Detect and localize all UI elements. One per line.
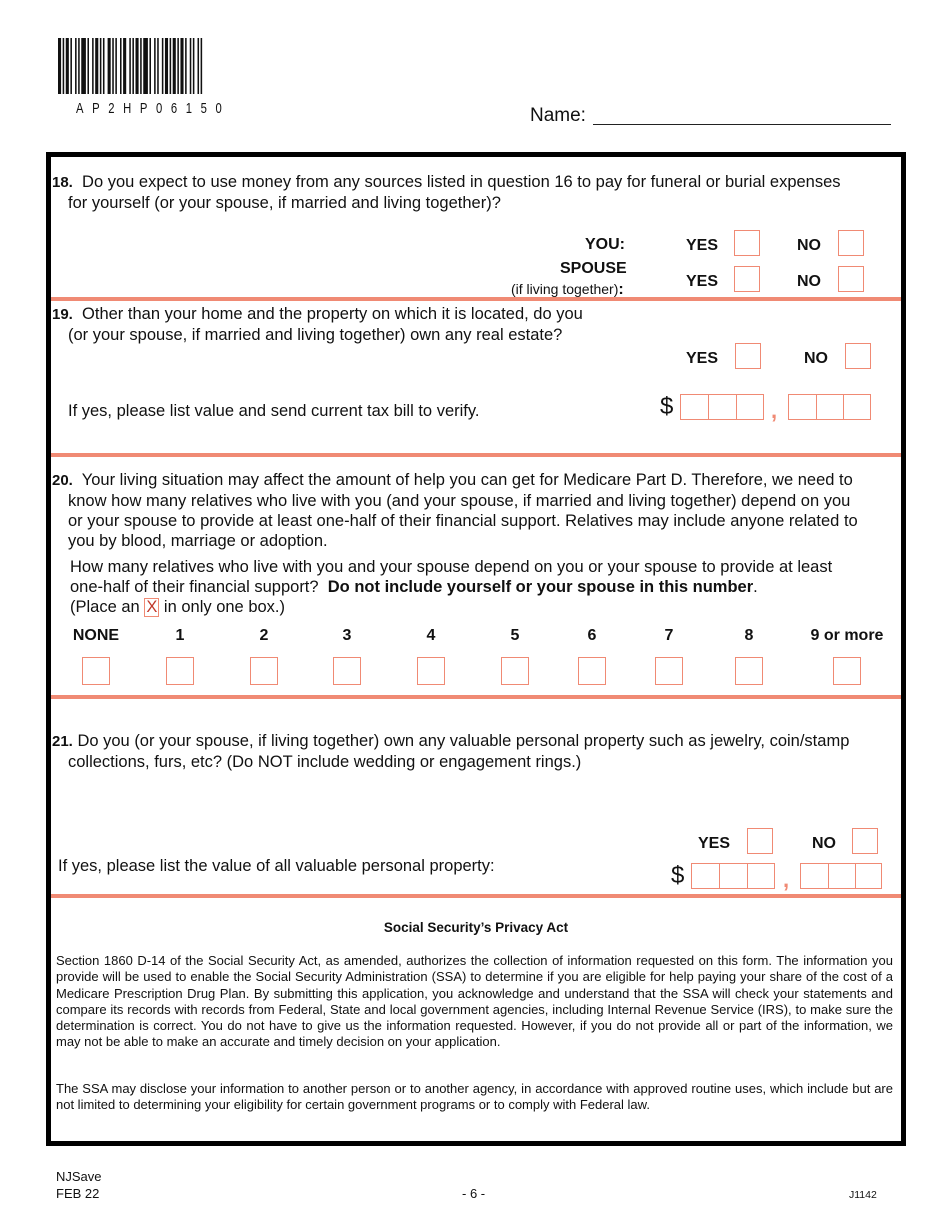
subquestion-bold-text: Do not include yourself or your spouse in this number (327, 578, 754, 596)
question-number: 18. (52, 174, 73, 191)
no-label: NO (812, 835, 836, 852)
footer-program: NJSave (56, 1169, 102, 1184)
q20-option-checkbox[interactable] (735, 657, 763, 685)
q21-no-checkbox[interactable] (852, 828, 878, 854)
no-label-spouse: NO (797, 273, 821, 290)
q21-yes-checkbox[interactable] (747, 828, 773, 854)
q19-value-units-field[interactable] (788, 394, 871, 420)
yes-label-you: YES (686, 237, 719, 254)
question-21 (52, 731, 897, 772)
instruction-text: (Place an (70, 598, 140, 616)
q20-option-label: 5 (510, 627, 520, 644)
q20-option-label: 4 (426, 627, 436, 644)
q19-yes-checkbox[interactable] (735, 343, 761, 369)
spouse-label: SPOUSE (560, 260, 627, 277)
x-mark-example: X (146, 598, 158, 616)
divider-19-20 (51, 453, 901, 457)
question-20 (52, 470, 897, 551)
yes-label-spouse: YES (686, 273, 719, 290)
question-text: Your living situation may affect the amount of help you can get for Medicare Part D. Therefore, we need to (81, 471, 853, 489)
q20-option-checkbox[interactable] (501, 657, 529, 685)
q20-option-checkbox[interactable] (250, 657, 278, 685)
privacy-title: Social Security’s Privacy Act (383, 920, 569, 935)
question-text-cont: collections, furs, etc? (Do NOT include wedding or engagement rings.) (68, 753, 582, 771)
question-text-cont: or your spouse to provide at least one-half of their financial support. Relatives may include anyone related to (68, 512, 858, 530)
question-text: Do you expect to use money from any sources listed in question 16 to pay for funeral or burial expenses (82, 173, 841, 191)
q18-spouse-yes-checkbox[interactable] (734, 266, 760, 292)
yes-label: YES (698, 835, 731, 852)
dollar-sign: $ (671, 862, 685, 889)
q20-option-checkbox[interactable] (578, 657, 606, 685)
question-text-cont: for yourself (or your spouse, if married and living together)? (68, 194, 501, 212)
subquestion-text: How many relatives who live with you and your spouse depend on you or your spouse to provide at least (70, 558, 833, 576)
q20-option-checkbox[interactable] (417, 657, 445, 685)
barcode-image (58, 38, 300, 94)
spouse-sub-label: (if living together): (511, 281, 624, 298)
divider-20-21 (51, 695, 901, 699)
divider-21-privacy (51, 894, 901, 898)
q20-subquestion (70, 557, 895, 617)
question-text-cont: (or your spouse, if married and living together) own any real estate? (68, 326, 563, 344)
q18-you-yes-checkbox[interactable] (734, 230, 760, 256)
form-id: J1142 (849, 1189, 877, 1201)
question-19 (52, 304, 897, 345)
privacy-paragraph-1: Section 1860 D-14 of the Social Security Act, as amended, authorizes the collection of information requested on this form. The information you provide will be used to enable the Social Security Administration (SSA) to determine if you are eligible for help paying your share of the cost of a Medicare Prescription Drug Plan. By submitting this application, you acknowledge and understand that the SSA will check your statements and compare its records with records from Federal, State and local government agencies, including Internal Revenue Service (IRS), to make sure the determination is correct. You do not have to give us the information requested. However, if you do not provide all or part of the information, we may not be able to make an accurate and timely decision on your application. (56, 953, 893, 1050)
question-text-cont: know how many relatives who live with you (and your spouse, if married and living together) depend on you (68, 492, 851, 510)
q19-value-thousands-field[interactable] (680, 394, 764, 420)
comma-separator: , (783, 867, 790, 892)
subquestion-text: one-half of their financial support? (70, 578, 319, 596)
question-number: 19. (52, 306, 73, 323)
comma-separator: , (771, 398, 778, 423)
q19-no-checkbox[interactable] (845, 343, 871, 369)
q20-option-label: 8 (744, 627, 754, 644)
q20-option-label: 6 (587, 627, 597, 644)
q21-value-prompt: If yes, please list the value of all valuable personal property: (58, 857, 495, 875)
q18-spouse-no-checkbox[interactable] (838, 266, 864, 292)
no-label-you: NO (797, 237, 821, 254)
page-number: - 6 - (462, 1186, 486, 1201)
q20-option-checkbox[interactable] (655, 657, 683, 685)
q20-option-checkbox[interactable] (333, 657, 361, 685)
footer-date: FEB 22 (56, 1186, 100, 1201)
you-label: YOU: (585, 236, 625, 253)
q19-value-prompt: If yes, please list value and send current tax bill to verify. (68, 402, 480, 420)
q21-value-thousands-field[interactable] (691, 863, 775, 889)
question-18 (52, 172, 897, 213)
question-number: 20. (52, 472, 73, 489)
q20-option-label: 1 (175, 627, 185, 644)
q20-option-checkbox[interactable] (833, 657, 861, 685)
yes-label: YES (686, 350, 719, 367)
question-text-cont: you by blood, marriage or adoption. (68, 532, 328, 550)
name-label: Name: (530, 105, 586, 126)
privacy-paragraph-2: The SSA may disclose your information to another person or to another agency, in accordance with approved routine uses, which include but are not limited to determining your eligibility for certain government programs or to comply with Federal law. (56, 1081, 893, 1113)
q20-option-label: 7 (664, 627, 674, 644)
divider-18-19 (51, 297, 901, 301)
q20-option-label: NONE (72, 627, 120, 644)
q20-option-label: 3 (342, 627, 352, 644)
name-field-line[interactable] (593, 124, 891, 125)
question-text: Other than your home and the property on which it is located, do you (82, 305, 583, 323)
q21-value-units-field[interactable] (800, 863, 882, 889)
question-text: Do you (or your spouse, if living together) own any valuable personal property such as jewelry, coin/stamp (77, 732, 850, 750)
question-number: 21. (52, 733, 73, 750)
q20-option-label: 2 (259, 627, 269, 644)
q20-option-label: 9 or more (810, 627, 884, 644)
q18-you-no-checkbox[interactable] (838, 230, 864, 256)
q20-option-checkbox[interactable] (166, 657, 194, 685)
q20-option-checkbox[interactable] (82, 657, 110, 685)
period: . (753, 578, 758, 596)
instruction-text: in only one box.) (163, 598, 285, 616)
barcode-text: AP2HP06150 (76, 100, 231, 117)
no-label: NO (804, 350, 828, 367)
dollar-sign: $ (660, 393, 674, 420)
